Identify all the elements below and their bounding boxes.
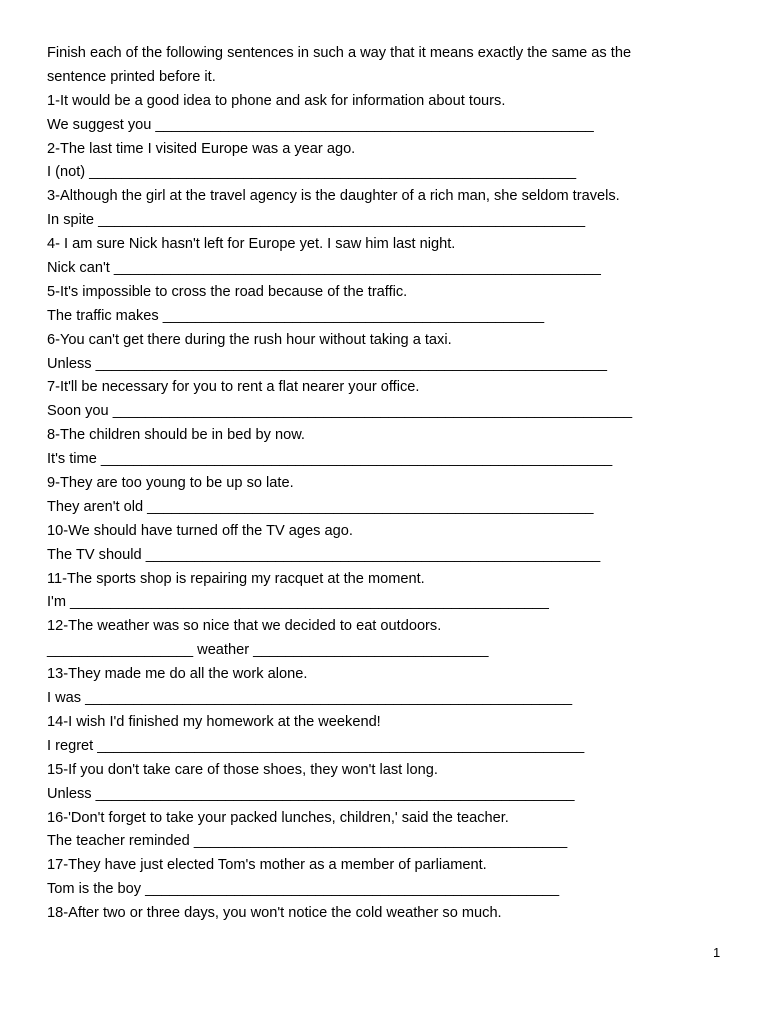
- exercise-prompt: 8-The children should be in bed by now.: [47, 427, 305, 444]
- answer-line[interactable]: The traffic makes _______________________________________________: [47, 307, 545, 324]
- exercise-prompt: 3-Although the girl at the travel agency is the daughter of a rich man, she seldom travels.: [47, 188, 620, 205]
- answer-line[interactable]: I (not) ____________________________________________________________: [47, 164, 577, 181]
- instruction-line: Finish each of the following sentences in such a way that it means exactly the same as the: [47, 45, 632, 61]
- answer-line[interactable]: I was ____________________________________________________________: [47, 690, 573, 707]
- exercise-prompt: 13-They made me do all the work alone.: [47, 666, 308, 683]
- answer-line[interactable]: __________________ weather _____________________________: [47, 642, 489, 659]
- answer-line[interactable]: I regret ____________________________________________________________: [47, 737, 585, 754]
- exercise-prompt: 14-I wish I'd finished my homework at the weekend!: [47, 713, 381, 730]
- answer-line[interactable]: They aren't old _______________________________________________________: [47, 498, 594, 515]
- answer-line[interactable]: It's time _______________________________________________________________: [47, 451, 613, 468]
- worksheet-content: [47, 42, 737, 926]
- exercise-prompt: 5-It's impossible to cross the road because of the traffic.: [47, 283, 408, 300]
- exercise-prompt: 4- I am sure Nick hasn't left for Europe yet. I saw him last night.: [47, 236, 456, 253]
- exercise-prompt: 16-'Don't forget to take your packed lunches, children,' said the teacher.: [47, 809, 509, 826]
- exercise-prompt: 1-It would be a good idea to phone and ask for information about tours.: [47, 92, 506, 109]
- answer-line[interactable]: In spite ____________________________________________________________: [47, 212, 586, 229]
- exercise-prompt: 6-You can't get there during the rush hour without taking a taxi.: [47, 331, 452, 348]
- exercise-prompt: 10-We should have turned off the TV ages ago.: [47, 522, 353, 539]
- answer-line[interactable]: Tom is the boy ___________________________________________________: [47, 881, 560, 898]
- exercise-prompt: 2-The last time I visited Europe was a year ago.: [47, 140, 356, 157]
- exercise-prompt: 12-The weather was so nice that we decided to eat outdoors.: [47, 618, 442, 635]
- answer-line[interactable]: We suggest you ______________________________________________________: [47, 116, 594, 133]
- instruction-line: sentence printed before it.: [47, 68, 216, 85]
- exercise-prompt: 11-The sports shop is repairing my racquet at the moment.: [47, 570, 425, 587]
- answer-line[interactable]: The TV should ________________________________________________________: [47, 546, 601, 563]
- answer-line[interactable]: Unless _______________________________________________________________: [47, 355, 607, 372]
- exercise-prompt: 17-They have just elected Tom's mother as a member of parliament.: [47, 857, 487, 874]
- answer-line[interactable]: Nick can't ____________________________________________________________: [47, 260, 601, 277]
- answer-line[interactable]: The teacher reminded ______________________________________________: [47, 833, 568, 850]
- exercise-prompt: 7-It'll be necessary for you to rent a flat nearer your office.: [47, 379, 420, 396]
- answer-line[interactable]: Unless ___________________________________________________________: [47, 785, 575, 802]
- answer-line[interactable]: I'm ___________________________________________________________: [47, 594, 549, 611]
- exercise-prompt: 18-After two or three days, you won't notice the cold weather so much.: [47, 905, 502, 922]
- answer-line[interactable]: Soon you ________________________________________________________________: [47, 403, 633, 420]
- page-number: 1: [713, 945, 721, 960]
- exercise-prompt: 15-If you don't take care of those shoes, they won't last long.: [47, 761, 438, 778]
- exercise-prompt: 9-They are too young to be up so late.: [47, 475, 294, 492]
- exercise-list: [47, 90, 737, 926]
